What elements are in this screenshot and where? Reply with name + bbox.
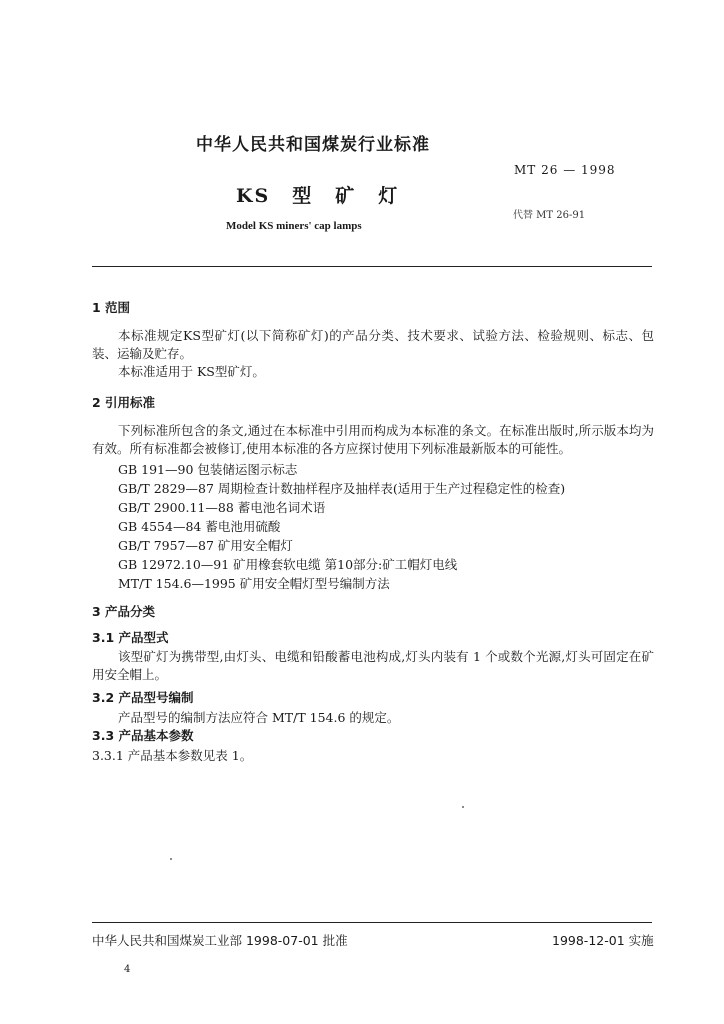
- reference-item: GB 191—90 包装储运图示标志: [118, 462, 298, 477]
- section-3-2-heading: 3.2 产品型号编制: [92, 690, 194, 705]
- reference-item: GB/T 2829—87 周期检查计数抽样程序及抽样表(适用于生产过程稳定性的检查): [118, 481, 566, 496]
- reference-item: GB/T 2900.11—88 蓄电池名词术语: [118, 500, 326, 515]
- org-title: 中华人民共和国煤炭行业标准: [196, 135, 430, 155]
- replaces-note: 代替 MT 26-91: [513, 210, 586, 221]
- section-1-heading: 1 范围: [92, 300, 131, 315]
- section-3-1-para: 该型矿灯为携带型,由灯头、电缆和铅酸蓄电池构成,灯头内装有 1 个或数个光源,灯头可固定在矿用安全帽上。: [92, 649, 654, 682]
- reference-item: GB/T 7957—87 矿用安全帽灯: [118, 538, 293, 553]
- reference-item: MT/T 154.6—1995 矿用安全帽灯型号编制方法: [118, 576, 390, 591]
- footer-divider: [92, 922, 652, 923]
- section-3-3-heading: 3.3 产品基本参数: [92, 728, 194, 743]
- english-title: Model KS miners' cap lamps: [226, 220, 362, 232]
- section-1-para-1: 本标准规定KS型矿灯(以下简称矿灯)的产品分类、技术要求、试验方法、检验规则、标志、包装、运输及贮存。: [92, 328, 654, 361]
- section-3-3-1-text: 3.3.1 产品基本参数见表 1。: [92, 748, 253, 763]
- implementation-date: 1998-12-01 实施: [552, 933, 654, 948]
- reference-item: GB 12972.10—91 矿用橡套软电缆 第10部分:矿工帽灯电线: [118, 557, 458, 572]
- standard-number: MT 26 — 1998: [514, 163, 616, 177]
- title-part: 灯: [378, 185, 400, 207]
- scan-speck: [462, 806, 464, 808]
- section-1-para-2: 本标准适用于 KS型矿灯。: [118, 364, 265, 379]
- section-3-2-para: 产品型号的编制方法应符合 MT/T 154.6 的规定。: [118, 710, 400, 725]
- header-divider: [92, 266, 652, 267]
- section-3-heading: 3 产品分类: [92, 604, 156, 619]
- section-3-1-heading: 3.1 产品型式: [92, 630, 169, 645]
- section-2-heading: 2 引用标准: [92, 395, 156, 410]
- title-part: 矿: [335, 185, 357, 207]
- page-number: 4: [124, 964, 131, 975]
- reference-item: GB 4554—84 蓄电池用硫酸: [118, 519, 281, 534]
- section-2-para-1: 下列标准所包含的条文,通过在本标准中引用而构成为本标准的条文。在标准出版时,所示版本均为有效。所有标准都会被修订,使用本标准的各方应探讨使用下列标准最新版本的可能性。: [92, 423, 654, 456]
- scan-speck: [170, 858, 172, 860]
- title-part: 型: [292, 185, 314, 207]
- approval-text: 中华人民共和国煤炭工业部 1998-07-01 批准: [92, 933, 348, 948]
- document-title: [236, 181, 421, 208]
- title-part: KS: [236, 185, 271, 207]
